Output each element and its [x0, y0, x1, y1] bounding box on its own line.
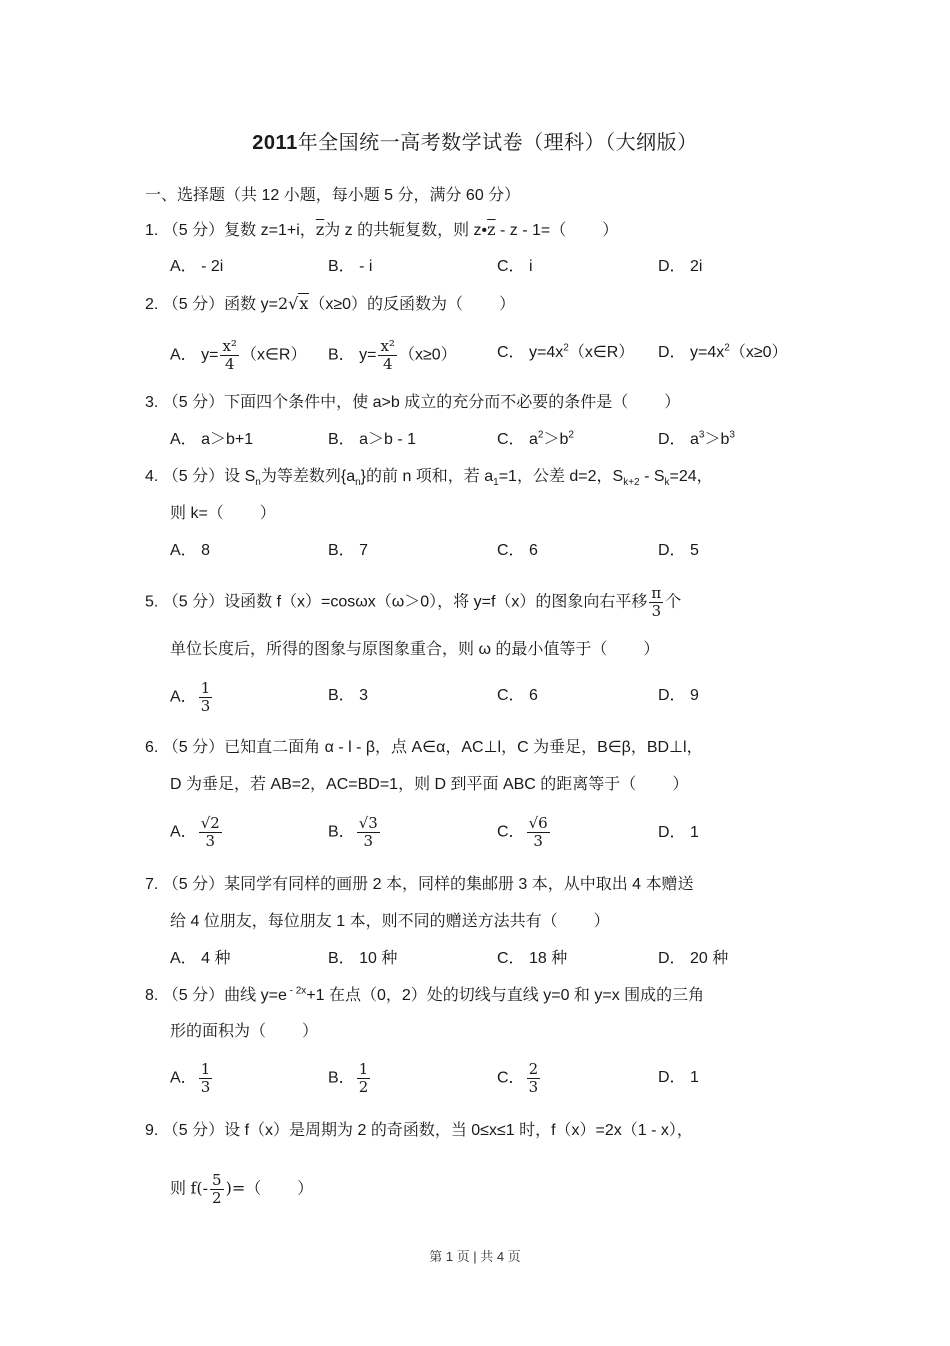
question-number: 2.: [145, 296, 159, 313]
option-d: [658, 429, 735, 451]
question-number: 7.: [145, 876, 159, 893]
superscript: 2: [563, 342, 569, 354]
option-d: [658, 342, 788, 364]
option-label: B．: [328, 1069, 355, 1087]
numerator: √6: [528, 814, 548, 832]
question-text: 则 k=（: [170, 505, 224, 522]
fraction: [220, 338, 238, 373]
option-c: C． i: [497, 258, 533, 275]
option-text: D． a: [658, 431, 699, 448]
option-a: A． - 2i: [170, 258, 224, 275]
numerator: 1: [200, 1060, 211, 1078]
question-text: - z - 1=（: [495, 222, 567, 239]
superscript: 3: [698, 429, 705, 441]
question-1: [145, 219, 618, 242]
question-text: 设 f（x）是周期为 2 的奇函数，当 0≤x≤1 时，f（x）=2x（1 - x），: [224, 1122, 693, 1139]
option-text: C． y=4x: [497, 344, 564, 361]
question-score: （5 分）: [162, 394, 225, 411]
subscript: 1: [493, 477, 499, 489]
option-d: D． 1: [658, 1069, 699, 1086]
numerator: 2: [528, 1060, 539, 1078]
option-label: B． y=: [328, 346, 377, 364]
fraction: [357, 815, 380, 850]
question-text: ）: [664, 394, 681, 411]
condition: （x∈R）: [568, 344, 635, 361]
denominator: 4: [382, 355, 393, 373]
superscript: 2: [537, 429, 544, 441]
conjugate-z: $\overline{z}$: [315, 220, 325, 239]
fraction: [199, 680, 213, 715]
question-score: （5 分）: [162, 593, 225, 611]
question-text: ）: [602, 222, 619, 239]
function-expr: )=（: [225, 1178, 262, 1198]
question-text: 给 4 位朋友，每位朋友 1 本，则不同的赠送方法共有（: [170, 913, 558, 930]
question-6-line-2: [170, 774, 688, 796]
question-text: （x≥0）的反函数为（: [309, 296, 464, 313]
question-9: [145, 1120, 693, 1142]
option-a: [170, 815, 224, 850]
option-d: D． 20 种: [658, 950, 729, 967]
denominator: 3: [200, 1078, 211, 1096]
numerator: 1: [358, 1060, 369, 1078]
denominator: 2: [212, 1189, 222, 1207]
superscript: 2: [568, 429, 574, 441]
option-label: C．: [497, 823, 525, 841]
denominator: 3: [528, 1078, 539, 1096]
fraction: [378, 338, 396, 373]
question-number: 5.: [145, 593, 159, 611]
coefficient: 2: [277, 294, 289, 313]
question-text: =1，公差 d=2，S: [498, 468, 624, 485]
numerator: x²: [380, 337, 395, 355]
function-expr: f(-: [190, 1178, 209, 1198]
option-text: ＞b: [543, 431, 569, 448]
subscript: n: [255, 477, 261, 489]
question-text: 函数 y=: [224, 296, 278, 313]
question-score: （5 分）: [162, 987, 225, 1004]
question-text: 已知直二面角 α - l - β，点 A∈α，AC⊥l，C 为垂足，B∈β，BD⊥l，: [224, 739, 703, 756]
fraction: [527, 815, 550, 850]
superscript: 2: [724, 342, 730, 354]
denominator: 3: [200, 697, 211, 715]
question-7: [145, 874, 694, 896]
section-header: 一、选择题（共 12 小题，每小题 5 分，满分 60 分）: [145, 187, 521, 204]
question-5-line-2: [170, 639, 659, 661]
question-score: （5 分）: [162, 296, 225, 313]
option-a: A． 4 种: [170, 950, 231, 967]
page-footer: 第 1 页 | 共 4 页: [429, 1249, 521, 1264]
subscript: k+2: [623, 477, 640, 489]
numerator: √3: [358, 814, 378, 832]
question-score: （5 分）: [162, 876, 225, 893]
option-a: A． 8: [170, 542, 211, 559]
numerator: 1: [200, 679, 211, 697]
question-text: 某同学有同样的画册 2 本，同样的集邮册 3 本，从中取出 4 本赠送: [224, 876, 694, 893]
denominator: 3: [651, 602, 662, 620]
question-6: [145, 737, 703, 759]
option-text: ＞b: [704, 431, 730, 448]
question-score: （5 分）: [162, 1122, 225, 1139]
option-label: A．: [170, 823, 197, 841]
question-number: 4.: [145, 468, 159, 485]
fraction: [199, 1061, 213, 1096]
question-text: 设函数 f（x）=cosωx（ω＞0），将 y=f（x）的图象向右平移: [224, 593, 648, 611]
question-score: （5 分）: [162, 222, 225, 239]
question-text: 下面四个条件中，使 a>b 成立的充分而不必要的条件是（: [224, 394, 629, 411]
option-c: [497, 1061, 542, 1096]
option-b: B． 10 种: [328, 950, 398, 967]
option-a: [170, 1061, 214, 1096]
question-text: 则: [170, 1180, 187, 1198]
subscript: k: [664, 477, 670, 489]
radicand: 3: [368, 814, 378, 832]
question-text: 复数 z=1+i，: [224, 222, 316, 239]
option-text: D． y=4x: [658, 344, 725, 361]
question-text: - S: [639, 468, 665, 485]
option-b: [328, 815, 382, 850]
conjugate-z: $\overline{z}$: [487, 220, 496, 239]
option-b: B． 3: [328, 687, 369, 704]
superscript: 3: [729, 429, 735, 441]
question-5: [145, 585, 681, 620]
question-text: 单位长度后，所得的图象与原图象重合，则 ω 的最小值等于（: [170, 641, 608, 658]
question-text: 设 S: [224, 468, 256, 485]
question-text: ）: [672, 776, 689, 793]
question-9-line-2: [170, 1172, 313, 1207]
option-label: A． y=: [170, 346, 219, 364]
question-text: +1 在点（0，2）处的切线与直线 y=0 和 y=x 围成的三角: [306, 987, 705, 1004]
option-d: D． 5: [658, 542, 699, 559]
question-4-line-2: [170, 503, 276, 525]
question-text: ）: [259, 505, 276, 522]
option-c: [497, 815, 552, 850]
condition: （x≥0）: [398, 346, 457, 364]
question-4: [145, 466, 713, 488]
numerator: √2: [200, 814, 220, 832]
title-year: 2011: [252, 132, 298, 154]
question-8-line-2: [170, 1021, 318, 1043]
question-3: [145, 392, 680, 414]
fraction: [357, 1061, 371, 1096]
option-b: B． a＞b - 1: [328, 431, 417, 448]
page-title: [0, 126, 950, 155]
numerator: 5: [212, 1171, 222, 1189]
question-number: 8.: [145, 987, 159, 1004]
question-text: ）: [297, 1180, 314, 1198]
denominator: 4: [224, 355, 235, 373]
option-b: B． - i: [328, 258, 373, 275]
radicand: 6: [538, 814, 548, 832]
option-label: A．: [170, 688, 197, 706]
option-c: C． 18 种: [497, 950, 568, 967]
question-score: （5 分）: [162, 739, 225, 756]
option-b: [328, 1061, 372, 1096]
question-2: [145, 293, 515, 316]
option-c: C． 6: [497, 687, 538, 704]
question-text: 个: [665, 593, 682, 611]
subscript: n: [355, 477, 361, 489]
question-text: D 为垂足，若 AB=2，AC=BD=1，则 D 到平面 ABC 的距离等于（: [170, 776, 637, 793]
numerator: x²: [222, 337, 237, 355]
question-text: ）: [593, 913, 610, 930]
denominator: 2: [358, 1078, 369, 1096]
question-text: ）: [499, 296, 516, 313]
fraction: [649, 585, 663, 620]
radicand: 2: [210, 814, 220, 832]
question-number: 9.: [145, 1122, 159, 1139]
question-text: 为等差数列{a: [260, 468, 356, 485]
option-a: [170, 338, 306, 373]
fraction: [210, 1172, 224, 1207]
fraction: [527, 1061, 541, 1096]
sqrt-expression: 2√x: [277, 294, 309, 313]
condition: （x∈R）: [240, 346, 307, 364]
option-a: A． a＞b+1: [170, 431, 254, 448]
question-text: ）: [643, 641, 660, 658]
question-text: 曲线 y=e: [224, 987, 287, 1004]
option-label: C．: [497, 1069, 525, 1087]
denominator: 3: [533, 832, 543, 850]
option-label: B．: [328, 823, 355, 841]
option-b: B． 7: [328, 542, 369, 559]
option-c: [497, 429, 574, 451]
question-text: =24，: [669, 468, 713, 485]
option-c: C． 6: [497, 542, 538, 559]
option-label: A．: [170, 1069, 197, 1087]
numerator: π: [651, 584, 662, 602]
option-d: D． 9: [658, 687, 699, 704]
question-number: 6.: [145, 739, 159, 756]
superscript: - 2x: [286, 985, 307, 997]
radicand: x: [299, 294, 309, 313]
question-text: }的前 n 项和，若 a: [360, 468, 494, 485]
option-d: D． 1: [658, 824, 699, 841]
question-text: ）: [302, 1023, 319, 1040]
question-number: 3.: [145, 394, 159, 411]
question-text: 为 z 的共轭复数，则 z•: [324, 222, 488, 239]
condition: （x≥0）: [729, 344, 788, 361]
question-score: （5 分）: [162, 468, 225, 485]
option-c: [497, 342, 634, 364]
question-number: 1.: [145, 222, 159, 239]
question-7-line-2: [170, 911, 610, 933]
option-a: [170, 680, 214, 715]
option-d: D． 2i: [658, 258, 703, 275]
question-text: 形的面积为（: [170, 1023, 267, 1040]
denominator: 3: [205, 832, 216, 850]
question-8: [145, 985, 704, 1007]
option-text: C． a: [497, 431, 538, 448]
denominator: 3: [363, 832, 374, 850]
option-b: [328, 338, 457, 373]
title-text: 年全国统一高考数学试卷（理科）（大纲版）: [297, 132, 698, 154]
fraction: [199, 815, 222, 850]
